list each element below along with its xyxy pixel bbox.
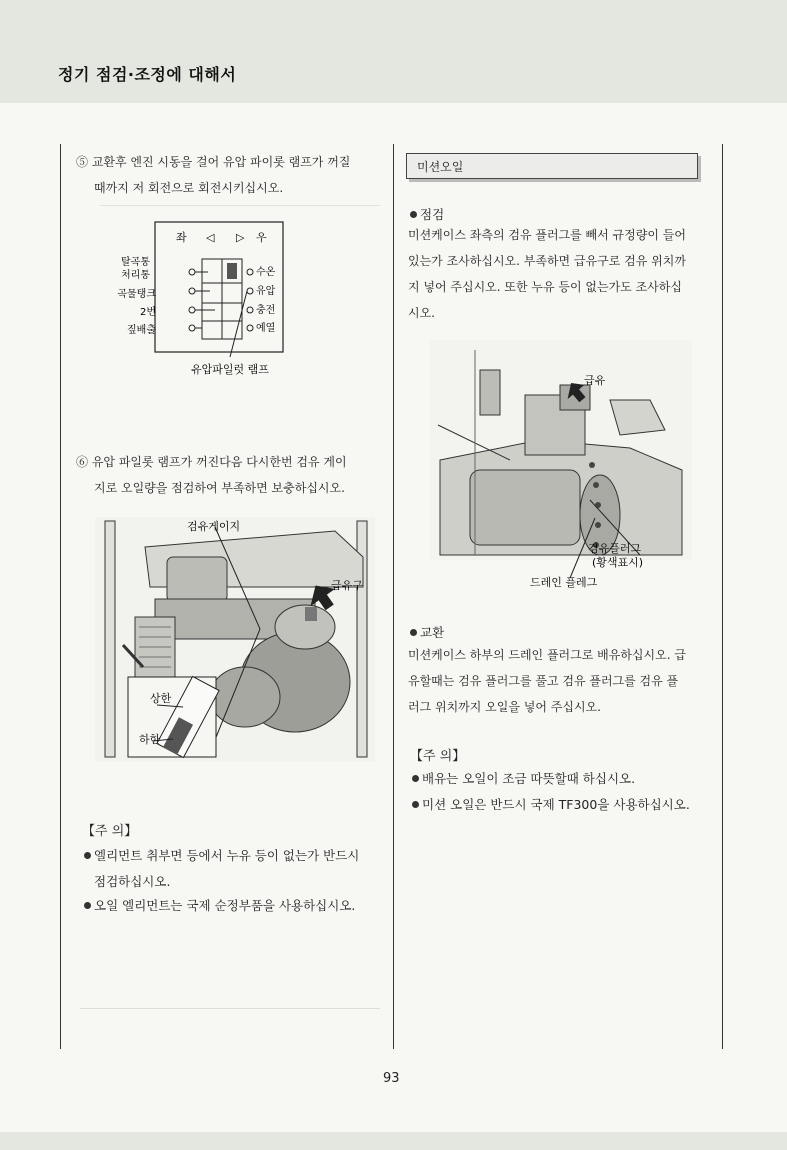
footer-band	[0, 1132, 787, 1150]
gauge-label: 검유게이지	[187, 520, 241, 533]
engine-oil-photo	[95, 517, 375, 762]
right-caution-bullet-2: 미션 오일은 반드시 국제 TF300을 사용하십시오.	[412, 792, 690, 818]
bullet-dot-icon	[410, 629, 417, 636]
lower-limit-label: 하한	[139, 733, 161, 746]
bullet-dot-icon	[412, 801, 419, 808]
right-caution-heading: 【주 의】	[410, 749, 466, 764]
filler-label: 급유구	[331, 579, 363, 592]
upper-limit-label: 상한	[150, 692, 172, 705]
bullet-dot-icon	[412, 775, 419, 782]
section-title: 미션오일	[417, 160, 464, 174]
left-margin-rule	[60, 144, 61, 1049]
bleed-through-bottom	[80, 1008, 380, 1009]
right-caution-bullet-1: 배유는 오일이 조금 따뜻할때 하십시오.	[412, 766, 635, 792]
section-title-box	[406, 153, 698, 179]
right-margin-rule	[722, 144, 723, 1049]
filler-label-right: 급유	[584, 374, 606, 387]
label-grain-tank: 곡물탱크	[117, 289, 156, 300]
transmission-photo	[420, 340, 702, 592]
check-heading: 점검	[410, 205, 444, 223]
center-rule	[393, 144, 394, 1049]
label-oil-pressure: 유압	[256, 286, 276, 297]
check-text: 미션케이스 좌측의 검유 플러그를 빼서 규정량이 들어 있는가 조사하십시오. 부족하면 급유구로 검유 위치까 지 넣어 주십시오. 또한 누유 등이 없는가도 조사하십 시오.	[408, 228, 686, 320]
left-caution-heading: 【주 의】	[82, 824, 138, 839]
step6-text: ⑥ 유압 파일롯 램프가 꺼진다음 다시한번 검유 게이 지로 오일량을 점검하여 부족하면 보충하십시오.	[76, 455, 347, 495]
bullet-dot-icon	[410, 211, 417, 218]
label-second: 2번	[139, 307, 156, 318]
label-thresher: 탈곡통	[121, 257, 150, 268]
page-header	[0, 0, 787, 103]
label-straw: 짚배출	[127, 325, 156, 336]
page-number: 93	[383, 1071, 400, 1086]
step5-text: ⑤ 교환후 엔진 시동을 걸어 유압 파이롯 램프가 꺼질 때까지 저 회전으로 회전시키십시오.	[76, 155, 351, 195]
panel-caption: 유압파일럿 램프	[191, 363, 269, 376]
svg-text:▷: ▷	[236, 231, 245, 244]
pilot-lamp-panel-diagram	[117, 215, 300, 390]
bullet-dot-icon	[84, 852, 91, 859]
label-water-temp: 수온	[256, 267, 276, 278]
replace-text: 미션케이스 하부의 드레인 플러그로 배유하십시오. 급 유할때는 검유 플러그를 풀고 검유 플러그를 검유 플 러그 위치까지 오일을 넣어 주십시오.	[408, 648, 686, 714]
bullet-dot-icon	[84, 902, 91, 909]
left-label: 좌	[176, 231, 187, 244]
drain-plug-label: 드레인 플레그	[530, 576, 598, 589]
label-charge: 충전	[256, 305, 276, 316]
label-preheat: 예열	[256, 323, 276, 334]
check-plug-label: 검유플러그	[588, 542, 642, 555]
left-caution-bullet-1: 엘리먼트 취부면 등에서 누유 등이 없는가 반드시 점검하십시오.	[84, 843, 359, 895]
svg-text:◁: ◁	[206, 231, 215, 244]
yellow-mark-label: (황색표시)	[592, 556, 644, 569]
left-caution-bullet-2: 오일 엘리먼트는 국제 순정부품을 사용하십시오.	[84, 893, 355, 919]
replace-heading: 교환	[410, 623, 444, 641]
page-title: 정기 점검·조정에 대해서	[58, 65, 237, 84]
right-label: 우	[256, 231, 267, 244]
label-processor: 처리통	[121, 270, 150, 281]
